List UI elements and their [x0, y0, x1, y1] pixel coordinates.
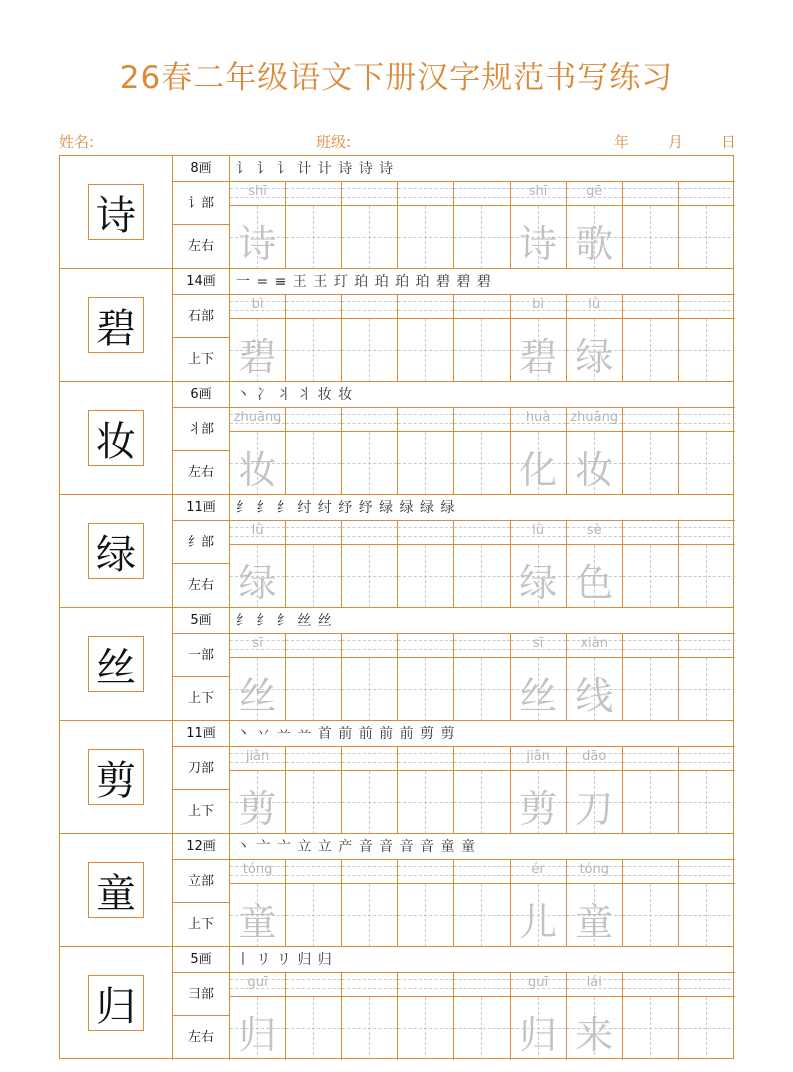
structure: 上下 [187, 917, 214, 932]
pinyin-cell[interactable] [286, 408, 342, 431]
writing-cell[interactable] [286, 771, 342, 834]
trace-character: 丝 [238, 674, 277, 718]
trace-character: 碧 [238, 335, 277, 379]
pinyin-cell[interactable] [454, 182, 510, 205]
trace-character: 剪 [519, 787, 558, 831]
model-character: 归 [88, 975, 144, 1031]
writing-cell[interactable] [679, 206, 735, 269]
writing-cell[interactable] [623, 884, 679, 947]
model-character: 童 [88, 862, 144, 918]
pinyin-cell[interactable] [286, 747, 342, 770]
pinyin-text: lái [586, 975, 602, 990]
pinyin-text: ér [531, 862, 545, 877]
pinyin-text: bì [532, 297, 545, 312]
character-block [59, 494, 734, 607]
pinyin-text: sè [586, 523, 602, 538]
pinyin-text: guī [528, 975, 549, 990]
trace-character: 丝 [519, 674, 558, 718]
pinyin-cell[interactable] [230, 408, 286, 431]
character-block [59, 833, 734, 946]
character-block [59, 720, 734, 833]
day-label: 日 [721, 133, 737, 151]
pinyin-cell[interactable] [398, 182, 454, 205]
pinyin-text: gē [586, 184, 603, 199]
writing-row [230, 658, 735, 721]
writing-cell[interactable] [286, 319, 342, 382]
pinyin-cell[interactable] [286, 634, 342, 657]
model-character: 绿 [88, 523, 144, 579]
pinyin-cell[interactable] [679, 860, 735, 883]
writing-cell[interactable] [567, 658, 623, 721]
pinyin-cell[interactable] [398, 747, 454, 770]
pinyin-cell[interactable] [511, 860, 567, 883]
writing-cell[interactable] [230, 432, 286, 495]
pinyin-cell[interactable] [623, 973, 679, 996]
pinyin-text: lǜ [532, 523, 545, 538]
writing-cell[interactable] [342, 884, 398, 947]
pinyin-cell[interactable] [286, 521, 342, 544]
writing-cell[interactable] [230, 206, 286, 269]
pinyin-text: zhuāng [570, 410, 619, 425]
character-info [173, 156, 230, 269]
pinyin-row [230, 973, 735, 997]
trace-character: 刀 [575, 787, 614, 831]
trace-character: 化 [519, 448, 558, 492]
trace-character: 归 [519, 1013, 558, 1057]
stroke-count: 11画 [173, 495, 229, 521]
pinyin-cell[interactable] [230, 521, 286, 544]
writing-cell[interactable] [342, 658, 398, 721]
writing-row [230, 206, 735, 269]
pinyin-text: shī [248, 184, 267, 199]
pinyin-cell[interactable] [511, 182, 567, 205]
trace-character: 线 [575, 674, 614, 718]
character-info [173, 834, 230, 947]
writing-cell[interactable] [511, 771, 567, 834]
stroke-count: 14画 [173, 269, 229, 295]
writing-cell[interactable] [230, 997, 286, 1060]
structure: 上下 [187, 352, 214, 367]
pinyin-cell[interactable] [454, 521, 510, 544]
stroke-order: 讠 讠 讠 计 计 诗 诗 诗 [230, 156, 735, 182]
model-character-cell [60, 608, 173, 721]
writing-cell[interactable] [454, 658, 510, 721]
pinyin-cell[interactable] [623, 521, 679, 544]
writing-cell[interactable] [286, 884, 342, 947]
pinyin-cell[interactable] [286, 973, 342, 996]
pinyin-cell[interactable] [679, 182, 735, 205]
radical: 石部 [173, 295, 229, 338]
model-character: 诗 [88, 184, 144, 240]
writing-row [230, 432, 735, 495]
pinyin-cell[interactable] [511, 747, 567, 770]
writing-cell[interactable] [623, 545, 679, 608]
stroke-order: 丶 冫 丬 丬 妆 妆 [230, 382, 735, 408]
pinyin-cell[interactable] [398, 408, 454, 431]
model-character-cell [60, 382, 173, 495]
writing-cell[interactable] [623, 997, 679, 1060]
radical: 讠部 [173, 182, 229, 225]
pinyin-text: jiǎn [245, 749, 270, 764]
pinyin-cell[interactable] [623, 408, 679, 431]
trace-character: 歌 [575, 222, 614, 266]
pinyin-cell[interactable] [623, 295, 679, 318]
structure: 左右 [187, 578, 214, 593]
character-info [173, 947, 230, 1060]
trace-character: 儿 [519, 900, 558, 944]
trace-character: 来 [575, 1013, 614, 1057]
stroke-count: 5画 [173, 947, 229, 973]
pinyin-cell[interactable] [454, 973, 510, 996]
trace-character: 绿 [519, 561, 558, 605]
writing-cell[interactable] [567, 884, 623, 947]
pinyin-cell[interactable] [567, 747, 623, 770]
structure: 左右 [187, 1030, 214, 1045]
pinyin-text: sī [532, 636, 544, 651]
writing-cell[interactable] [511, 658, 567, 721]
character-block [59, 268, 734, 381]
radical: 丬部 [173, 408, 229, 451]
trace-character: 诗 [519, 222, 558, 266]
character-block [59, 155, 734, 268]
writing-cell[interactable] [623, 206, 679, 269]
pinyin-row [230, 182, 735, 206]
writing-cell[interactable] [230, 658, 286, 721]
pinyin-cell[interactable] [342, 295, 398, 318]
stroke-count: 6画 [173, 382, 229, 408]
writing-cell[interactable] [342, 206, 398, 269]
trace-character: 诗 [238, 222, 277, 266]
pinyin-cell[interactable] [511, 408, 567, 431]
writing-cell[interactable] [679, 997, 735, 1060]
writing-cell[interactable] [679, 545, 735, 608]
pinyin-row [230, 747, 735, 771]
radical: 纟部 [173, 521, 229, 564]
writing-cell[interactable] [398, 884, 454, 947]
pinyin-cell[interactable] [567, 973, 623, 996]
writing-cell[interactable] [230, 545, 286, 608]
radical: 立部 [173, 860, 229, 903]
writing-cell[interactable] [511, 206, 567, 269]
stroke-order: 丶 亠 亠 立 立 产 音 音 音 音 童 童 [230, 834, 735, 860]
model-character: 丝 [88, 636, 144, 692]
name-label: 姓名: [59, 133, 95, 151]
structure: 左右 [187, 465, 214, 480]
pinyin-cell[interactable] [511, 295, 567, 318]
trace-character: 碧 [519, 335, 558, 379]
pinyin-cell[interactable] [567, 295, 623, 318]
pinyin-cell[interactable] [398, 860, 454, 883]
stroke-count: 12画 [173, 834, 229, 860]
pinyin-cell[interactable] [342, 408, 398, 431]
pinyin-cell[interactable] [679, 634, 735, 657]
trace-character: 色 [575, 561, 614, 605]
writing-cell[interactable] [342, 771, 398, 834]
writing-cell[interactable] [398, 206, 454, 269]
character-info [173, 721, 230, 834]
pinyin-text: bì [251, 297, 264, 312]
writing-cell[interactable] [398, 658, 454, 721]
pinyin-cell[interactable] [511, 634, 567, 657]
trace-character: 绿 [238, 561, 277, 605]
pinyin-cell[interactable] [511, 973, 567, 996]
writing-cell[interactable] [286, 997, 342, 1060]
pinyin-text: tóng [242, 862, 273, 877]
character-block [59, 607, 734, 720]
pinyin-cell[interactable] [398, 295, 454, 318]
writing-cell[interactable] [454, 771, 510, 834]
character-info [173, 495, 230, 608]
radical: 刀部 [173, 747, 229, 790]
writing-cell[interactable] [511, 997, 567, 1060]
writing-cell[interactable] [679, 884, 735, 947]
writing-cell[interactable] [342, 997, 398, 1060]
pinyin-cell[interactable] [230, 860, 286, 883]
structure: 上下 [187, 691, 214, 706]
writing-cell[interactable] [286, 432, 342, 495]
model-character-cell [60, 721, 173, 834]
pinyin-row [230, 634, 735, 658]
writing-cell[interactable] [286, 658, 342, 721]
writing-cell[interactable] [567, 319, 623, 382]
pinyin-cell[interactable] [454, 408, 510, 431]
model-character: 碧 [88, 297, 144, 353]
writing-cell[interactable] [342, 432, 398, 495]
pinyin-cell[interactable] [567, 634, 623, 657]
model-character-cell [60, 947, 173, 1060]
model-character-cell [60, 495, 173, 608]
model-character-cell [60, 269, 173, 382]
pinyin-cell[interactable] [230, 973, 286, 996]
pinyin-cell[interactable] [679, 973, 735, 996]
stroke-count: 5画 [173, 608, 229, 634]
writing-row [230, 771, 735, 834]
pinyin-row [230, 860, 735, 884]
trace-character: 妆 [575, 448, 614, 492]
pinyin-text: lǜ [588, 297, 601, 312]
pinyin-cell[interactable] [567, 860, 623, 883]
writing-cell[interactable] [454, 545, 510, 608]
writing-cell[interactable] [454, 319, 510, 382]
pinyin-cell[interactable] [623, 747, 679, 770]
pinyin-text: zhuāng [233, 410, 282, 425]
practice-sheet [59, 155, 734, 1059]
pinyin-row [230, 295, 735, 319]
page-title: 26春二年级语文下册汉字规范书写练习 [119, 60, 674, 96]
writing-cell[interactable] [398, 771, 454, 834]
writing-cell[interactable] [454, 432, 510, 495]
character-block [59, 946, 734, 1059]
writing-row [230, 884, 735, 947]
pinyin-cell[interactable] [567, 408, 623, 431]
pinyin-text: guī [247, 975, 268, 990]
writing-cell[interactable] [511, 884, 567, 947]
writing-cell[interactable] [511, 319, 567, 382]
pinyin-cell[interactable] [679, 747, 735, 770]
writing-cell[interactable] [567, 432, 623, 495]
pinyin-cell[interactable] [454, 860, 510, 883]
structure: 左右 [187, 239, 214, 254]
writing-cell[interactable] [230, 771, 286, 834]
writing-cell[interactable] [454, 997, 510, 1060]
writing-cell[interactable] [623, 771, 679, 834]
writing-cell[interactable] [679, 658, 735, 721]
pinyin-cell[interactable] [342, 182, 398, 205]
stroke-count: 11画 [173, 721, 229, 747]
writing-cell[interactable] [454, 206, 510, 269]
writing-cell[interactable] [286, 545, 342, 608]
pinyin-cell[interactable] [398, 973, 454, 996]
model-character: 妆 [88, 410, 144, 466]
writing-cell[interactable] [679, 771, 735, 834]
pinyin-cell[interactable] [230, 295, 286, 318]
character-info [173, 608, 230, 721]
pinyin-cell[interactable] [398, 521, 454, 544]
writing-cell[interactable] [623, 432, 679, 495]
pinyin-text: shī [528, 184, 548, 199]
pinyin-cell[interactable] [342, 747, 398, 770]
pinyin-cell[interactable] [398, 634, 454, 657]
writing-cell[interactable] [286, 206, 342, 269]
writing-cell[interactable] [230, 319, 286, 382]
trace-character: 妆 [238, 448, 277, 492]
writing-cell[interactable] [398, 545, 454, 608]
writing-cell[interactable] [567, 545, 623, 608]
writing-cell[interactable] [398, 432, 454, 495]
writing-cell[interactable] [623, 319, 679, 382]
pinyin-cell[interactable] [342, 860, 398, 883]
year-label: 年 [614, 133, 630, 151]
stroke-order: 纟 纟 纟 丝 丝 [230, 608, 735, 634]
character-block [59, 381, 734, 494]
pinyin-text: tóng [579, 862, 609, 877]
trace-character: 剪 [238, 787, 277, 831]
pinyin-text: lǜ [251, 523, 264, 538]
month-label: 月 [668, 133, 684, 151]
trace-character: 归 [238, 1013, 277, 1057]
pinyin-cell[interactable] [623, 634, 679, 657]
pinyin-cell[interactable] [286, 295, 342, 318]
model-character-cell [60, 156, 173, 269]
trace-character: 绿 [575, 335, 614, 379]
structure: 上下 [187, 804, 214, 819]
writing-cell[interactable] [679, 432, 735, 495]
pinyin-cell[interactable] [342, 973, 398, 996]
character-info [173, 269, 230, 382]
pinyin-cell[interactable] [230, 182, 286, 205]
pinyin-cell[interactable] [679, 521, 735, 544]
pinyin-row [230, 521, 735, 545]
writing-row [230, 319, 735, 382]
pinyin-cell[interactable] [342, 521, 398, 544]
pinyin-cell[interactable] [623, 182, 679, 205]
stroke-order: 纟 纟 纟 纣 纣 纾 纾 绿 绿 绿 绿 [230, 495, 735, 521]
pinyin-cell[interactable] [230, 747, 286, 770]
pinyin-cell[interactable] [342, 634, 398, 657]
pinyin-row [230, 408, 735, 432]
pinyin-cell[interactable] [454, 747, 510, 770]
radical: 彐部 [173, 973, 229, 1016]
pinyin-cell[interactable] [679, 295, 735, 318]
writing-cell[interactable] [342, 319, 398, 382]
pinyin-text: dāo [582, 749, 607, 764]
pinyin-cell[interactable] [511, 521, 567, 544]
writing-cell[interactable] [398, 319, 454, 382]
writing-cell[interactable] [567, 771, 623, 834]
writing-cell[interactable] [342, 545, 398, 608]
pinyin-text: sī [252, 636, 263, 651]
trace-character: 童 [575, 900, 614, 944]
pinyin-cell[interactable] [679, 408, 735, 431]
pinyin-cell[interactable] [286, 182, 342, 205]
pinyin-cell[interactable] [567, 521, 623, 544]
pinyin-text: jiǎn [526, 749, 550, 764]
pinyin-cell[interactable] [454, 634, 510, 657]
writing-row [230, 545, 735, 608]
stroke-order: 一 = ≡ 王 王 玎 珀 珀 珀 珀 碧 碧 碧 [230, 269, 735, 295]
pinyin-cell[interactable] [286, 860, 342, 883]
writing-cell[interactable] [454, 884, 510, 947]
writing-cell[interactable] [511, 432, 567, 495]
pinyin-text: xiàn [580, 636, 608, 651]
stroke-order: 丶 丷 䒑 䒑 首 前 前 前 前 剪 剪 [230, 721, 735, 747]
writing-cell[interactable] [679, 319, 735, 382]
writing-cell[interactable] [230, 884, 286, 947]
pinyin-cell[interactable] [623, 860, 679, 883]
stroke-order: 丨 リ リ 归 归 [230, 947, 735, 973]
stroke-count: 8画 [173, 156, 229, 182]
class-label: 班级: [316, 133, 352, 151]
trace-character: 童 [238, 900, 277, 944]
radical: 一部 [173, 634, 229, 677]
pinyin-cell[interactable] [567, 182, 623, 205]
pinyin-text: huà [525, 410, 551, 425]
model-character-cell [60, 834, 173, 947]
writing-row [230, 997, 735, 1060]
writing-cell[interactable] [567, 206, 623, 269]
pinyin-cell[interactable] [230, 634, 286, 657]
pinyin-cell[interactable] [454, 295, 510, 318]
writing-cell[interactable] [567, 997, 623, 1060]
writing-cell[interactable] [398, 997, 454, 1060]
character-info [173, 382, 230, 495]
writing-cell[interactable] [623, 658, 679, 721]
writing-cell[interactable] [511, 545, 567, 608]
model-character: 剪 [88, 749, 144, 805]
